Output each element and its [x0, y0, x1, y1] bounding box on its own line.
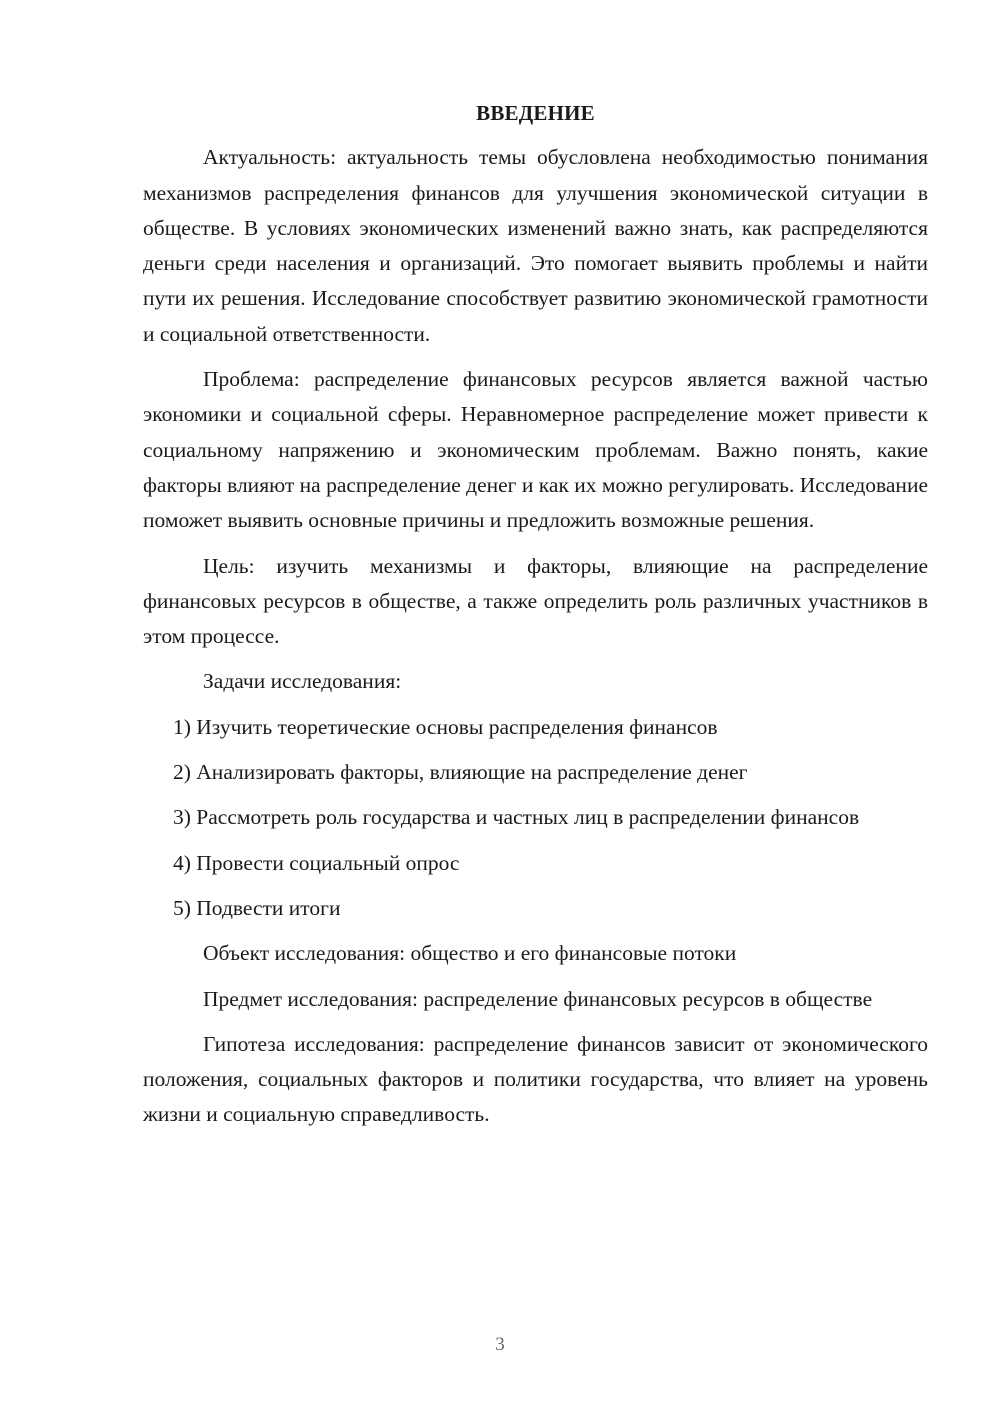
- paragraph-object: Объект исследования: общество и его финансовые потоки: [203, 941, 737, 966]
- page-heading: ВВЕДЕНИЕ: [476, 101, 595, 125]
- paragraph-relevance: Актуальность: актуальность темы обусловлена необходимостью понимания механизмов распределения финансов для улучшения экономической ситуации в обществе. В условиях экономических изменений важно знать, как распределяются деньги среди населения и организаций. Это помогает выявить проблемы и найти пути их решения. Исследование способствует развитию экономической грамотности и социальной ответственности.: [143, 145, 928, 346]
- list-item: 1) Изучить теоретические основы распределения финансов: [173, 714, 718, 739]
- list-item: 4) Провести социальный опрос: [173, 850, 460, 875]
- paragraph-hypothesis: Гипотеза исследования: распределение финансов зависит от экономического положения, социальных факторов и политики государства, что влияет на уровень жизни и социальную справедливость.: [143, 1031, 928, 1127]
- paragraph-subject: Предмет исследования: распределение финансовых ресурсов в обществе: [203, 986, 873, 1011]
- tasks-title: Задачи исследования:: [203, 669, 402, 694]
- list-item: 5) Подвести итоги: [173, 895, 341, 920]
- list-item: 2) Анализировать факторы, влияющие на распределение денег: [173, 760, 748, 785]
- paragraph-goal: Цель: изучить механизмы и факторы, влияющие на распределение финансовых ресурсов в обществе, а также определить роль различных участников в этом процессе.: [143, 553, 928, 649]
- paragraph-problem: Проблема: распределение финансовых ресурсов является важной частью экономики и социальной сферы. Неравномерное распределение может привести к социальному напряжению и экономическим проблемам. Важно понять, какие факторы влияют на распределение денег и как их можно регулировать. Исследование поможет выявить основные причины и предложить возможные решения.: [143, 367, 928, 533]
- page-content: [143, 96, 928, 1143]
- tasks-list: [143, 710, 928, 926]
- list-item: 3) Рассмотреть роль государства и частных лиц в распределении финансов: [173, 805, 860, 830]
- page-number: 3: [495, 1334, 505, 1355]
